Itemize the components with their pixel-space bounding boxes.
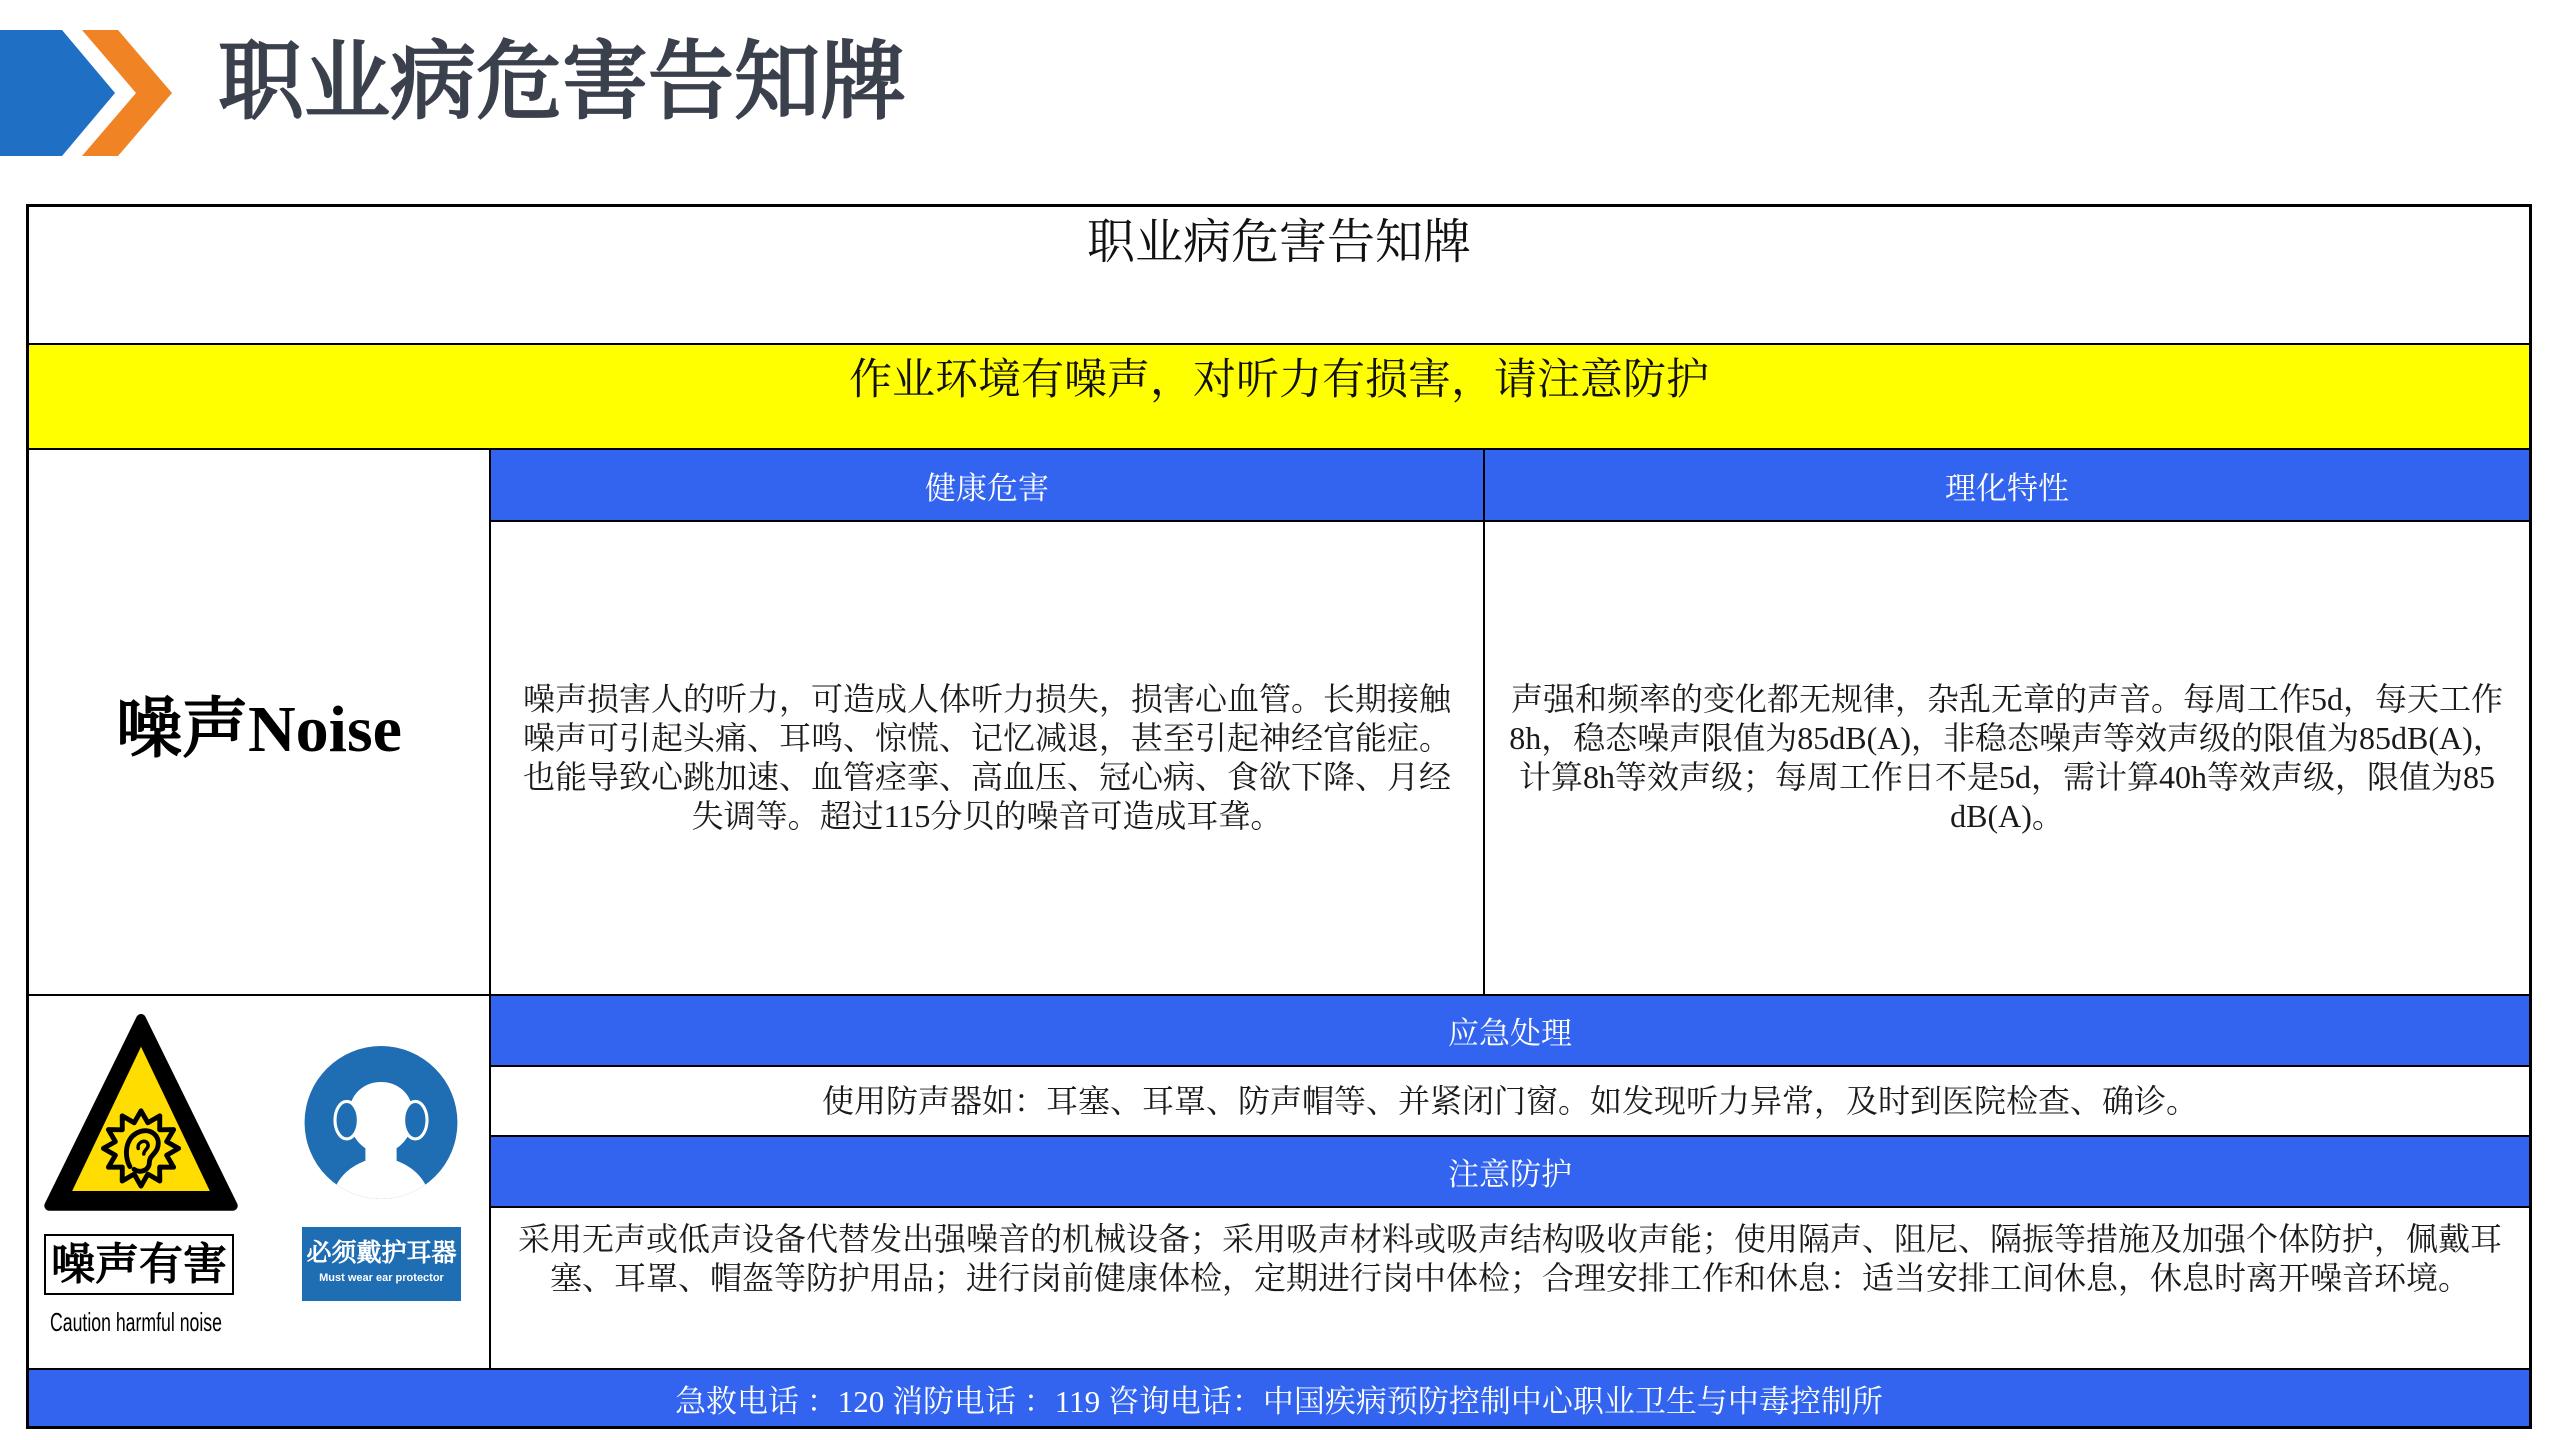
properties-heading-cell: [1485, 450, 2529, 522]
warning-banner: 作业环境有噪声，对听力有损害，请注意防护: [849, 357, 1709, 404]
board-title: 职业病危害告知牌: [1086, 216, 1471, 269]
precautions-body-cell: [491, 1208, 2529, 1370]
health-hazard-text: 噪声损害人的听力，可造成人体听力损失，损害心血管。长期接触噪声可引起头痛、耳鸣、惊慌、记忆减退，甚至引起神经官能症。也能导致心跳加速、血管痉挛、高血压、冠心病、食欲下降、月经失调等。超过115分贝的噪音可造成耳聋。: [522, 681, 1451, 834]
precautions-heading: 注意防护: [1448, 1157, 1572, 1192]
precautions-heading-cell: [491, 1137, 2529, 1208]
health-hazard-heading-cell: [491, 450, 1485, 522]
properties-heading: 理化特性: [1945, 470, 2069, 506]
safety-signs-cell: [29, 996, 491, 1370]
mandatory-sign-label-box: [302, 1227, 461, 1301]
emergency-heading-cell: [491, 996, 2529, 1067]
warning-sign-label: 噪声有害: [44, 1234, 234, 1295]
health-hazard-body-cell: [491, 522, 1485, 996]
mandatory-sign-caption: Must wear ear protector: [319, 1272, 444, 1284]
properties-text: 声强和频率的变化都无规律，杂乱无章的声音。每周工作5d，每天工作8h，稳态噪声限值为85dB(A)，非稳态噪声等效声级的限值为85dB(A)，计算8h等效声级；每周工作日不是5d，需计算40h等效声级，限值为85 dB(A)。: [1509, 681, 2505, 834]
contact-footer-text: 急救电话 ：120 消防电话 ：119 咨询电话：中国疾病预防控制中心职业卫生与中毒控制所: [675, 1383, 1883, 1419]
hazard-name: 噪声Noise: [116, 692, 402, 766]
noise-warning-triangle-icon: [44, 1014, 238, 1214]
properties-body-cell: [1485, 522, 2529, 996]
health-hazard-heading: 健康危害: [925, 470, 1049, 506]
precautions-text: 采用无声或低声设备代替发出强噪音的机械设备；采用吸声材料或吸声结构吸收声能；使用隔声、阻尼、隔振等措施及加强个体防护，佩戴耳塞、耳罩、帽盔等防护用品；进行岗前健康体检，定期进行岗中体检；合理安排工作和休息：适当安排工间休息，休息时离开噪音环境。: [517, 1221, 2502, 1296]
warning-banner-cell: [29, 345, 2529, 450]
wear-ear-protector-icon: [303, 1042, 459, 1203]
notice-board: [26, 204, 2532, 1429]
hazard-name-cell: [29, 450, 491, 996]
mandatory-sign-label: 必须戴护耳器: [306, 1238, 457, 1267]
board-title-cell: [29, 207, 2529, 345]
warning-sign-caption: Caution harmful noise: [50, 1307, 222, 1337]
contact-footer: [29, 1370, 2529, 1426]
page-title: 职业病危害告知牌: [218, 32, 906, 132]
double-chevron-logo-icon: [0, 30, 172, 156]
logo-blue-chevron: [0, 30, 115, 156]
emergency-text: 使用防声器如：耳塞、耳罩、防声帽等、并紧闭门窗。如发现听力异常，及时到医院检查、确诊。: [821, 1082, 2198, 1119]
emergency-heading: 应急处理: [1448, 1016, 1572, 1051]
emergency-body-cell: [491, 1067, 2529, 1137]
